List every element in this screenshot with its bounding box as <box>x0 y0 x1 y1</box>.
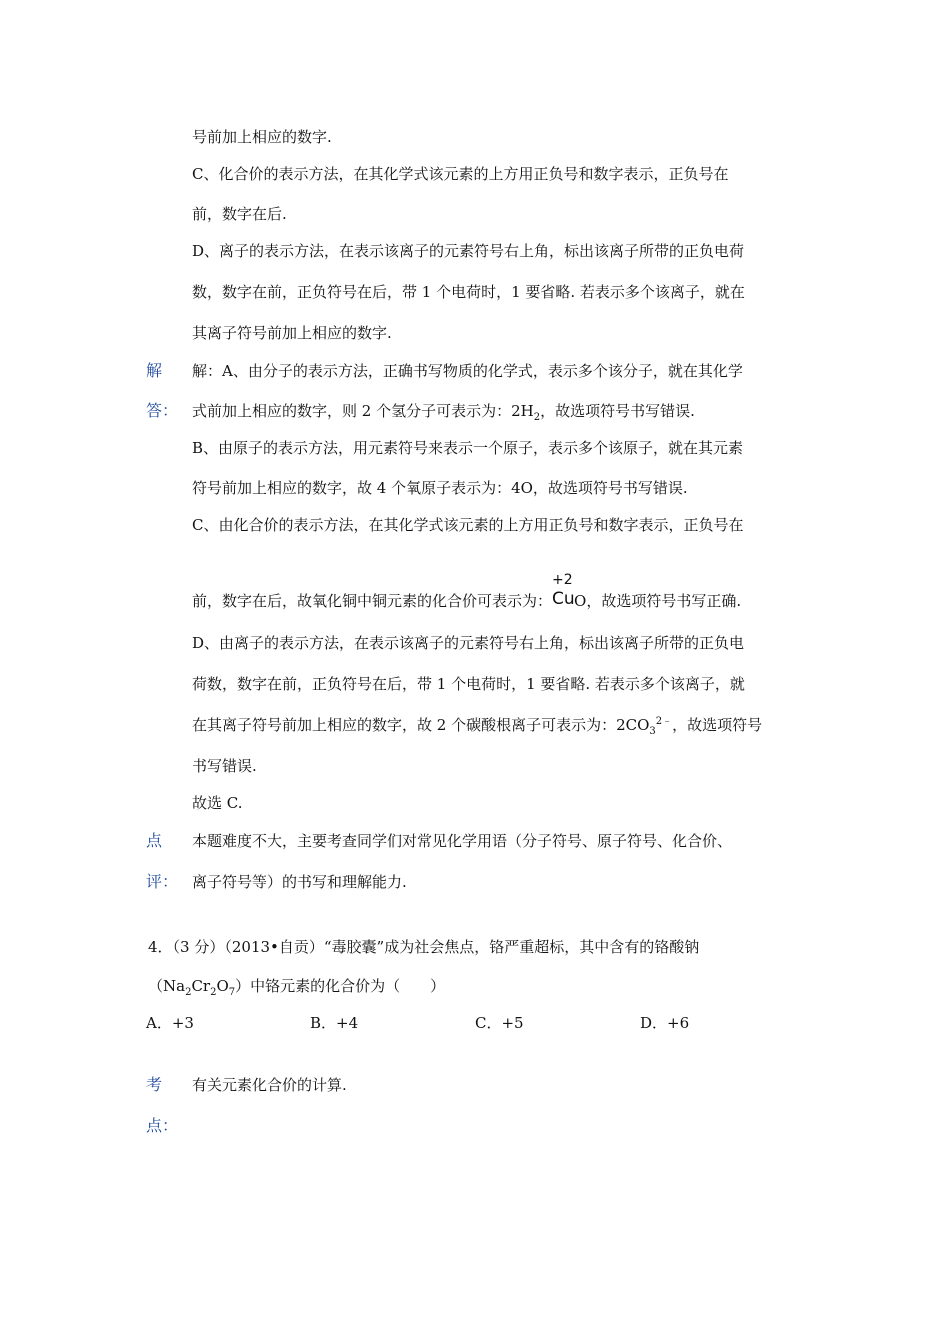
analysis-line: D、离子的表示方法，在表示该离子的元素符号右上角，标出该离子所带的正负电荷 <box>192 242 745 260</box>
answer-line: 书写错误. <box>192 757 257 775</box>
answer-line: 解：A、由分子的表示方法，正确书写物质的化学式，表示多个该分子，就在其化学 <box>192 362 743 380</box>
comment-line: 离子符号等）的书写和理解能力. <box>192 873 407 891</box>
answer-label: 答： <box>146 401 179 420</box>
kaodian-text: 有关元素化合价的计算. <box>192 1076 347 1094</box>
option-b: B．+4 <box>310 1014 359 1032</box>
option-c: C．+5 <box>475 1014 524 1032</box>
kaodian-label: 考 <box>146 1075 163 1094</box>
valence-formula: +2 Cu <box>552 572 575 609</box>
answer-line: 前，数字在后，故氧化铜中铜元素的化合价可表示为： +2 Cu O，故选项符号书写正确. <box>192 572 742 610</box>
answer-label: 解 <box>146 361 163 380</box>
answer-line: B、由原子的表示方法，用元素符号来表示一个原子，表示多个该原子，就在其元素 <box>192 439 744 457</box>
analysis-line: 前，数字在后. <box>192 205 287 223</box>
answer-line: 故选 C. <box>192 794 243 812</box>
answer-line: C、由化合价的表示方法，在其化学式该元素的上方用正负号和数字表示，正负号在 <box>192 516 744 534</box>
answer-line: D、由离子的表示方法，在表示该离子的元素符号右上角，标出该离子所带的正负电 <box>192 634 745 652</box>
option-d: D．+6 <box>640 1014 690 1032</box>
answer-line: 荷数，数字在前，正负符号在后，带 1 个电荷时，1 要省略. 若表示多个该离子，就 <box>192 675 745 693</box>
comment-line: 本题难度不大，主要考查同学们对常见化学用语（分子符号、原子符号、化合价、 <box>192 832 733 850</box>
analysis-line: 数，数字在前，正负符号在后，带 1 个电荷时，1 要省略. 若表示多个该离子，就在 <box>192 283 745 301</box>
analysis-line: 其离子符号前加上相应的数字. <box>192 324 392 342</box>
analysis-line: C、化合价的表示方法，在其化学式该元素的上方用正负号和数字表示，正负号在 <box>192 165 729 183</box>
answer-line: 符号前加上相应的数字，故 4 个氧原子表示为：4O，故选项符号书写错误. <box>192 479 688 497</box>
question-stem: 4．（3 分）（2013•自贡）“毒胶囊”成为社会焦点，铬严重超标，其中含有的铬酸钠 <box>148 938 700 956</box>
kaodian-label: 点： <box>146 1116 179 1135</box>
answer-line: 在其离子符号前加上相应的数字，故 2 个碳酸根离子可表示为：$2CO_3^{2﹣}$，故选项符号 <box>192 716 763 737</box>
answer-line: 式前加上相应的数字，则 2 个氢分子可表示为：$2H_2$，故选项符号书写错误. <box>192 402 695 423</box>
comment-label: 评： <box>146 872 179 891</box>
analysis-line: 号前加上相应的数字. <box>192 128 332 146</box>
option-a: A．+3 <box>146 1014 194 1032</box>
question-stem: $(Na_2Cr_2O_7)$中铬元素的化合价为（ ） <box>148 977 446 998</box>
comment-label: 点 <box>146 831 163 850</box>
